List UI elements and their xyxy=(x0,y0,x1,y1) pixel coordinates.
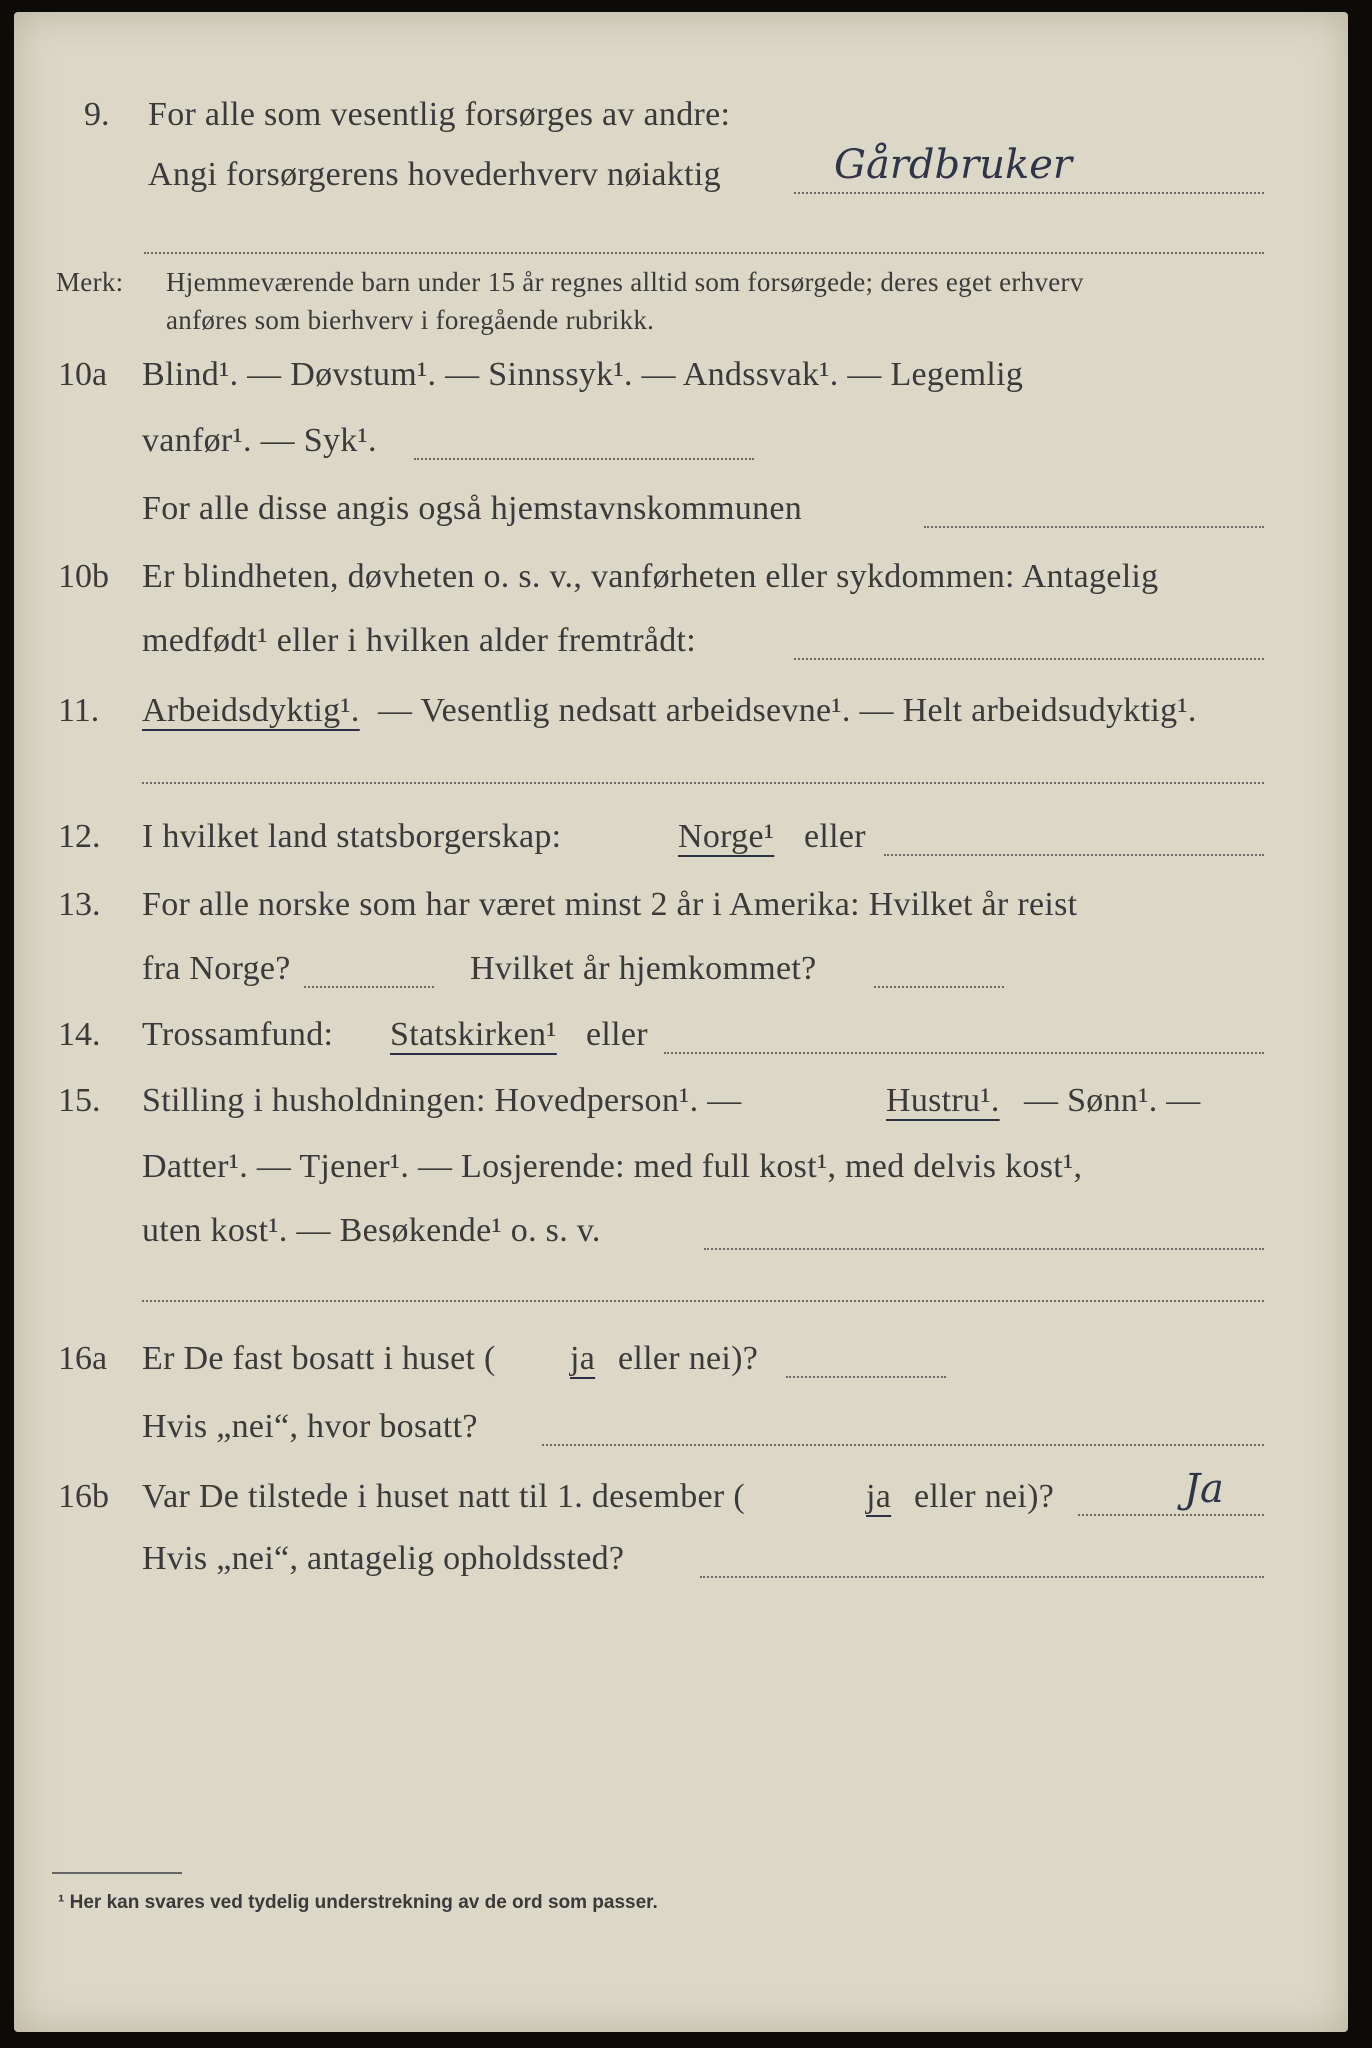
q10b-answer-line xyxy=(794,658,1264,660)
q10a-number: 10a xyxy=(58,356,108,393)
q12-eller: eller xyxy=(804,818,866,855)
q9-line1 xyxy=(14,90,1348,140)
merk-label: Merk: xyxy=(56,267,124,297)
q16b-answer-line xyxy=(1078,1514,1264,1516)
q16a-text-2: Hvis „nei“, hvor bosatt? xyxy=(142,1408,478,1445)
q11-text-rest: — Vesentlig nedsatt arbeidsevne¹. — Helt arbeidsudyktig¹. xyxy=(378,692,1197,729)
q16a-bosatt-line xyxy=(542,1444,1264,1446)
q10a-line2 xyxy=(14,416,1348,466)
q16a-text-1a: Er De fast bosatt i huset ( xyxy=(142,1340,496,1377)
q14-line xyxy=(14,1010,1348,1060)
q10b-text-2: medfødt¹ eller i hvilken alder fremtrådt: xyxy=(142,622,697,659)
q13-line2 xyxy=(14,944,1348,994)
q10a-line3 xyxy=(14,484,1348,534)
q9-line2 xyxy=(14,142,1348,200)
q10a-text-2: vanfør¹. — Syk¹. xyxy=(142,422,377,459)
q15-line1 xyxy=(14,1076,1348,1126)
q14-text: Trossamfund: xyxy=(142,1016,334,1053)
q16a-number: 16a xyxy=(58,1340,108,1377)
q15-line2 xyxy=(14,1142,1348,1192)
q10a-municipality-line xyxy=(924,526,1264,528)
census-form-page xyxy=(14,12,1348,2032)
q15-number: 15. xyxy=(58,1082,101,1119)
q16b-number: 16b xyxy=(58,1478,109,1515)
q16b-line2 xyxy=(14,1534,1348,1584)
q16a-text-1c: eller nei)? xyxy=(618,1340,759,1377)
q9-answer-line xyxy=(794,192,1264,194)
q16b-handwritten-answer: Ja xyxy=(1184,1466,1224,1512)
q14-eller: eller xyxy=(586,1016,648,1053)
q13-line1 xyxy=(14,880,1348,930)
q15-text-3: uten kost¹. — Besøkende¹ o. s. v. xyxy=(142,1212,601,1249)
q11-option-arbeidsdyktig: Arbeidsdyktig¹. xyxy=(142,692,360,729)
q12-line xyxy=(14,812,1348,862)
q16a-line1 xyxy=(14,1334,1348,1384)
q13-text-2b: Hvilket år hjemkommet? xyxy=(470,950,817,987)
q9-number: 9. xyxy=(84,96,110,133)
q14-number: 14. xyxy=(58,1016,101,1053)
q9-text-2: Angi forsørgerens hovederhverv nøiaktig xyxy=(148,156,721,193)
q10b-text-1: Er blindheten, døvheten o. s. v., vanførheten eller sykdommen: Antagelig xyxy=(142,558,1159,595)
q15-text-1c: — Sønn¹. — xyxy=(1024,1082,1201,1119)
q10a-line1 xyxy=(14,350,1348,400)
q16a-answer-line xyxy=(786,1376,946,1378)
q12-option-norge: Norge¹ xyxy=(678,818,775,855)
q9-extra-line xyxy=(144,252,1264,254)
merk-text-1: Hjemmeværende barn under 15 år regnes alltid som forsørgede; deres eget erhverv xyxy=(166,267,1084,297)
q15-text-1a: Stilling i husholdningen: Hovedperson¹. — xyxy=(142,1082,742,1119)
q10b-number: 10b xyxy=(58,558,109,595)
q10a-text-1: Blind¹. — Døvstum¹. — Sinnssyk¹. — Andssvak¹. — Legemlig xyxy=(142,356,1024,393)
q11-number: 11. xyxy=(58,692,100,729)
q15-answer-line xyxy=(704,1248,1264,1250)
q15-text-2: Datter¹. — Tjener¹. — Losjerende: med full kost¹, med delvis kost¹, xyxy=(142,1148,1083,1185)
q16b-text-2: Hvis „nei“, antagelig opholdssted? xyxy=(142,1540,625,1577)
q13-text-1: For alle norske som har været minst 2 år i Amerika: Hvilket år reist xyxy=(142,886,1078,923)
q11-line xyxy=(14,686,1348,736)
q11-answer-line xyxy=(142,782,1264,784)
q14-option-statskirken: Statskirken¹ xyxy=(390,1016,557,1053)
q16b-text-1c: eller nei)? xyxy=(914,1478,1055,1515)
q12-number: 12. xyxy=(58,818,101,855)
q15-extra-line xyxy=(142,1300,1264,1302)
q16b-opholdssted-line xyxy=(700,1576,1264,1578)
merk-text-2: anføres som bierhverv i foregående rubrikk. xyxy=(166,305,655,335)
q16b-option-ja: ja xyxy=(866,1478,892,1515)
q15-option-hustru: Hustru¹. xyxy=(886,1082,1000,1119)
q13-hjemkommet-line xyxy=(874,986,1004,988)
q16a-option-ja: ja xyxy=(570,1340,596,1377)
q13-reist-line xyxy=(304,986,434,988)
merk-note xyxy=(14,262,1348,342)
q12-text: I hvilket land statsborgerskap: xyxy=(142,818,562,855)
footnote-rule xyxy=(52,1872,182,1874)
q16b-line1 xyxy=(14,1466,1348,1522)
q16a-line2 xyxy=(14,1402,1348,1452)
q10a-text-3: For alle disse angis også hjemstavnskommunen xyxy=(142,490,803,527)
q13-number: 13. xyxy=(58,886,101,923)
q9-text-1: For alle som vesentlig forsørges av andre: xyxy=(148,96,731,133)
q10a-answer-line xyxy=(414,458,754,460)
q10b-line1 xyxy=(14,552,1348,602)
q13-text-2a: fra Norge? xyxy=(142,950,291,987)
q10b-line2 xyxy=(14,616,1348,666)
q15-line3 xyxy=(14,1206,1348,1256)
q16b-text-1a: Var De tilstede i huset natt til 1. desember ( xyxy=(142,1478,745,1515)
q9-handwritten-answer: Gårdbruker xyxy=(834,142,1073,188)
q14-answer-line xyxy=(664,1052,1264,1054)
q12-answer-line xyxy=(884,854,1264,856)
footnote: ¹ Her kan svares ved tydelig understrekning av de ord som passer. xyxy=(58,1892,658,1913)
